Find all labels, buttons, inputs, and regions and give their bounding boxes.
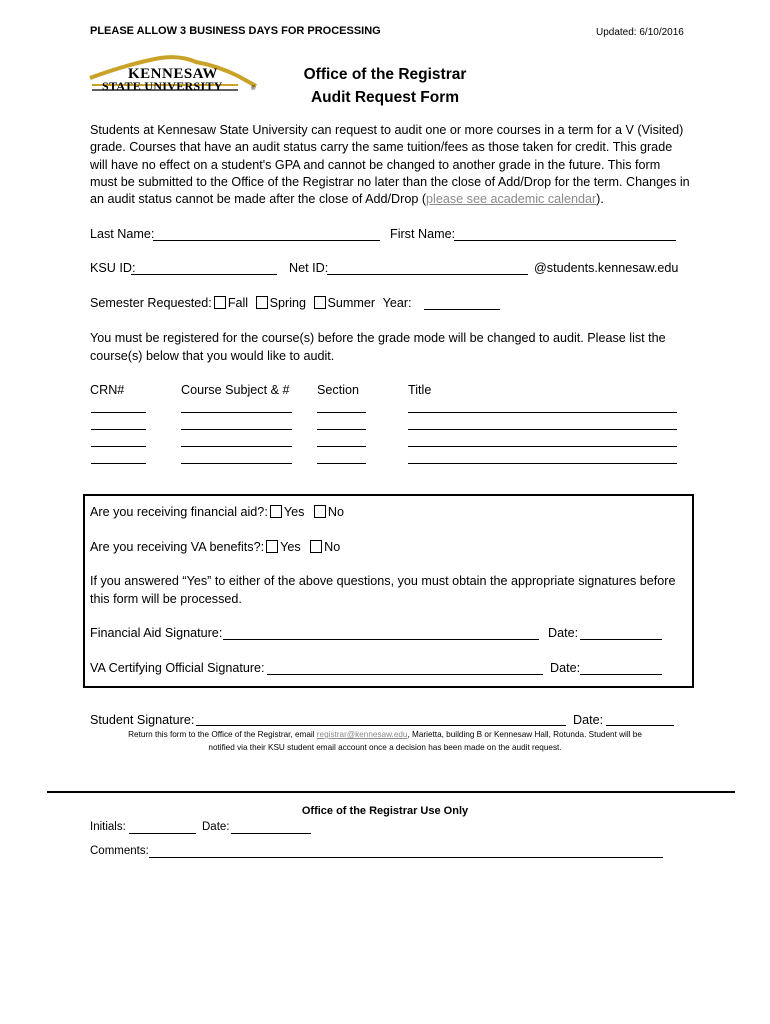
va-yes-checkbox[interactable]: [266, 540, 278, 553]
course-subject-field[interactable]: [181, 446, 292, 447]
year-field[interactable]: [424, 309, 500, 310]
financial-aid-yes-label: Yes: [283, 505, 305, 519]
title-header: Title: [408, 383, 432, 397]
course-subject-field[interactable]: [181, 412, 292, 413]
va-date-label: Date:: [550, 661, 581, 675]
registered-note: You must be registered for the course(s) before the grade mode will be changed to audit. Please list the course(s) below that you would like to audit.: [90, 331, 666, 363]
ksu-id-label: KSU ID:: [90, 261, 136, 275]
course-subject-header: Course Subject & #: [181, 383, 290, 397]
intro-end: ).: [596, 192, 604, 207]
office-use-title: Office of the Registrar Use Only: [301, 805, 469, 817]
summer-checkbox[interactable]: [314, 296, 326, 309]
comments-field[interactable]: [149, 857, 663, 858]
crn-field[interactable]: [91, 463, 146, 464]
initials-field[interactable]: [129, 833, 196, 834]
student-signature-field[interactable]: [196, 725, 566, 726]
return-note-part1: Return this form to the Office of the Registrar, email: [128, 730, 317, 739]
va-no-checkbox[interactable]: [310, 540, 322, 553]
office-date-field[interactable]: [231, 833, 311, 834]
semester-row: [90, 296, 412, 310]
financial-aid-question: Are you receiving financial aid?:: [90, 505, 268, 519]
course-subject-field[interactable]: [181, 463, 292, 464]
summer-label: Summer: [327, 296, 376, 310]
financial-aid-signature-field[interactable]: [223, 639, 539, 640]
processing-notice: PLEASE ALLOW 3 BUSINESS DAYS FOR PROCESSING: [90, 25, 381, 37]
intro-text: Students at Kennesaw State University can request to audit one or more courses in a term for a V (Visited) grade. Courses that have an audit status carry the same tuition/fees as those taken for credit. This grade will have no effect on a student's GPA and cannot be changed to another grade in the future. This form must be submitted to the Office of the Registrar no later than the close of Add/Drop for the term. Changes in an audit status cannot be made after the close of Add/Drop (: [90, 123, 690, 207]
section-field[interactable]: [317, 429, 366, 430]
fall-checkbox[interactable]: [214, 296, 226, 309]
section-field[interactable]: [317, 463, 366, 464]
financial-aid-date-label: Date:: [548, 626, 579, 640]
course-subject-field[interactable]: [181, 429, 292, 430]
ksu-id-field[interactable]: [131, 274, 277, 275]
va-no-label: No: [324, 540, 341, 554]
spring-checkbox[interactable]: [256, 296, 268, 309]
return-note: [80, 728, 690, 754]
va-yes-label: Yes: [280, 540, 301, 554]
net-id-field[interactable]: [327, 274, 528, 275]
logo-line1: KENNESAW: [128, 66, 218, 82]
form-title: Audit Request Form: [310, 89, 460, 106]
va-signature-field[interactable]: [267, 674, 543, 675]
section-divider: [47, 791, 735, 793]
signature-instruction: If you answered “Yes” to either of the above questions, you must obtain the appropriate signatures before this form will be processed.: [90, 574, 676, 606]
section-field[interactable]: [317, 446, 366, 447]
ksu-logo: [88, 52, 264, 98]
financial-aid-signature-label: Financial Aid Signature:: [90, 626, 223, 640]
registrar-email-link[interactable]: registrar@kennesaw.edu: [316, 730, 408, 739]
financial-aid-yes-checkbox[interactable]: [270, 505, 282, 518]
financial-aid-no-label: No: [327, 505, 344, 519]
first-name-field[interactable]: [454, 240, 676, 241]
student-date-field[interactable]: [606, 725, 674, 726]
office-title: Office of the Registrar: [303, 66, 467, 83]
va-signature-label: VA Certifying Official Signature:: [90, 661, 265, 675]
student-date-label: Date:: [573, 713, 604, 727]
return-note-line2: notified via their KSU student email account once a decision has been made on the audit request.: [208, 743, 562, 752]
title-field[interactable]: [408, 446, 677, 447]
student-signature-label: Student Signature:: [90, 713, 195, 727]
title-field[interactable]: [408, 463, 677, 464]
section-field[interactable]: [317, 412, 366, 413]
fall-label: Fall: [227, 296, 249, 310]
title-field[interactable]: [408, 429, 677, 430]
net-id-label: Net ID:: [289, 261, 329, 275]
crn-field[interactable]: [91, 412, 146, 413]
section-header: Section: [317, 383, 360, 397]
financial-aid-date-field[interactable]: [580, 639, 662, 640]
return-note-part2: , Marietta, building B or Kennesaw Hall, Rotunda. Student will be: [407, 730, 642, 739]
logo-line2: STATE UNIVERSITY: [102, 79, 223, 93]
office-date-label: Date:: [202, 821, 230, 833]
year-label: Year:: [382, 296, 412, 310]
updated-date: Updated: 6/10/2016: [596, 27, 684, 38]
last-name-field[interactable]: [153, 240, 380, 241]
financial-aid-no-checkbox[interactable]: [314, 505, 326, 518]
comments-label: Comments:: [90, 845, 149, 857]
va-benefits-question: Are you receiving VA benefits?:: [90, 540, 265, 554]
crn-field[interactable]: [91, 446, 146, 447]
email-domain: @students.kennesaw.edu: [534, 261, 679, 275]
initials-label: Initials:: [90, 821, 126, 833]
first-name-label: First Name:: [390, 227, 456, 241]
last-name-label: Last Name:: [90, 227, 155, 241]
va-date-field[interactable]: [580, 674, 662, 675]
title-field[interactable]: [408, 412, 677, 413]
financial-aid-row: [90, 505, 344, 519]
intro-paragraph: [90, 122, 690, 208]
semester-label: Semester Requested:: [90, 296, 212, 310]
academic-calendar-link[interactable]: please see academic calendar: [426, 192, 597, 207]
crn-field[interactable]: [91, 429, 146, 430]
registered-mark-icon: ®: [251, 86, 256, 92]
spring-label: Spring: [269, 296, 307, 310]
va-benefits-row: [90, 540, 340, 554]
crn-header: CRN#: [90, 383, 125, 397]
